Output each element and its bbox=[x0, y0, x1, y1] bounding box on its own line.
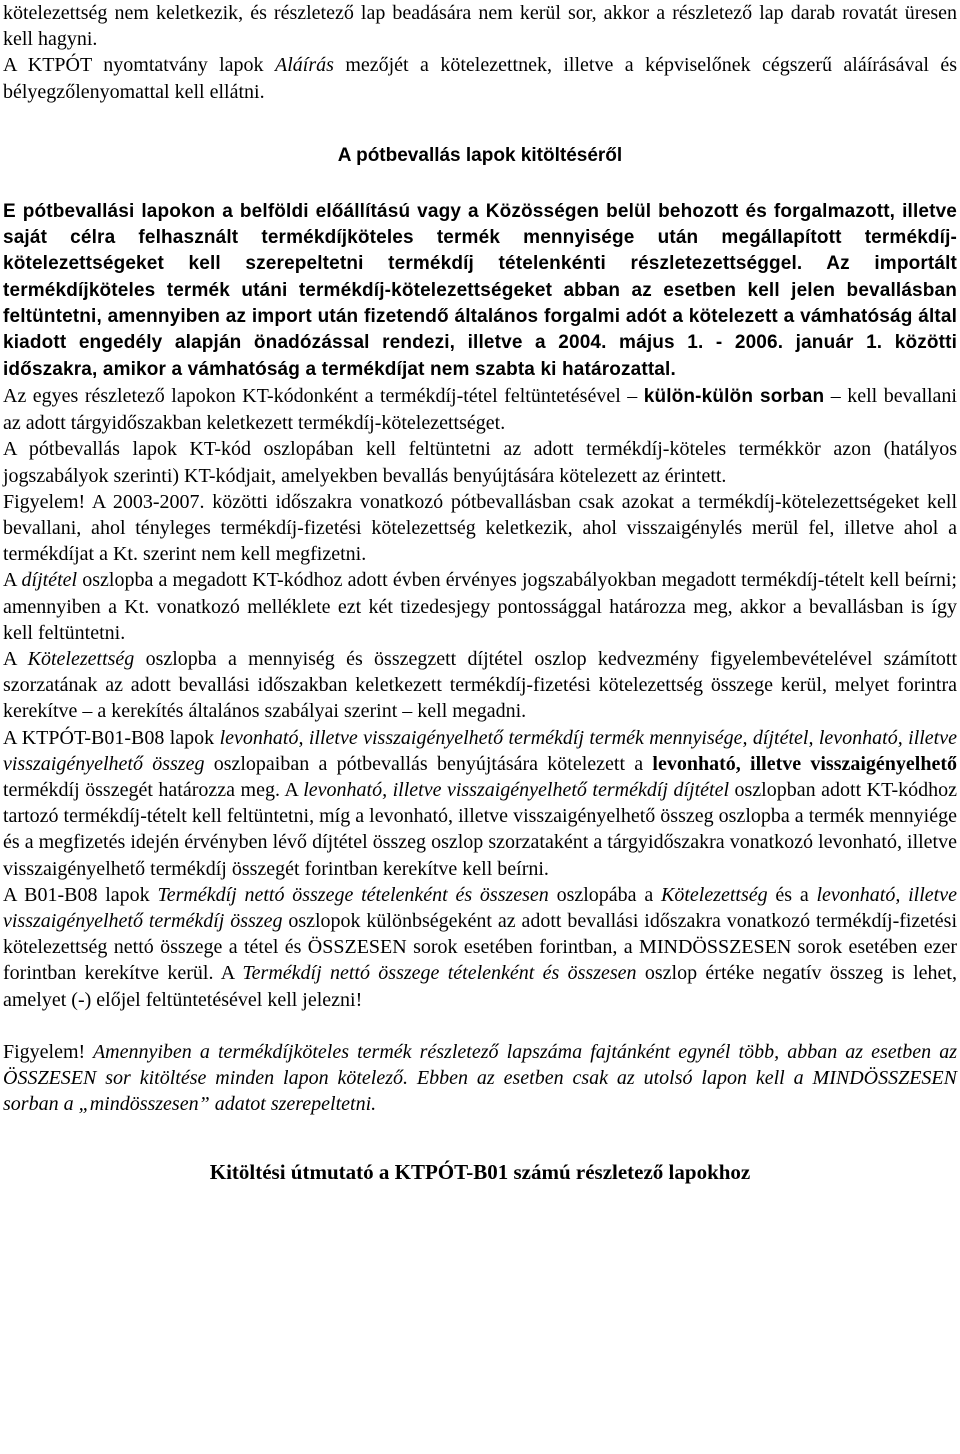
paragraph-b01-b08 bbox=[3, 725, 957, 882]
note-label: Figyelem! bbox=[3, 1040, 86, 1063]
b01-text-d: oszlopban adott KT-kódhoz tartozó termékdíj-tételt kell feltüntetni, míg a levonható, illetve visszaigényelhető összeg oszlopba a termék mennyiége és a megfizetés idején érvényben lévő díjtétel összeg oszlop szorzataként a tárgyidőszakra vonatkozó levonható, illetve visszaigényelhető termékdíj összegét forintban kerekítve kell beírni. bbox=[3, 779, 957, 880]
note-italic-text: Amennyiben a termékdíjköteles termék részletező lapszáma fajtánként egynél több, abban az esetben az ÖSSZESEN sor kitöltése minden lapon kötelező. Ebben az esetben csak az utolsó lapon kell a MINDÖSSZESEN sorban a „mindösszesen” adatot szerepeltetni. bbox=[3, 1040, 957, 1116]
intro-p2-text-b: mezőjét a kötelezettnek, illetve a képviselőnek cégszerű aláírásával és bélyegzőlenyomattal kell ellátni. bbox=[3, 54, 957, 103]
b01-text-c: termékdíj összegét határozza meg. A bbox=[3, 779, 304, 802]
last-italic-4: Termékdíj nettó összege tételenként és összesen bbox=[242, 962, 637, 985]
kotel-text-a: A bbox=[3, 648, 28, 671]
paragraph-netto bbox=[3, 882, 957, 1013]
intro-paragraph-2 bbox=[3, 52, 957, 104]
last-italic-2: Kötelezettség bbox=[660, 883, 768, 906]
dijtetel-italic: díjtétel bbox=[21, 569, 78, 592]
note-paragraph bbox=[3, 1039, 957, 1118]
bold-paragraph: E pótbevallási lapokon a belföldi előállítású vagy a Közösségen belül behozott és forgalmazott, illetve saját célra felhasznált termékdíjköteles termék mennyisége után megállapított termékdíj-kötelezettségeket kell szerepeltetni termékdíj tételenkénti részletezettséggel. Az importált termékdíjköteles termék utáni termékdíj-kötelezettségeket abban az esetben kell jelen bevallásban feltüntetni, amennyiben az import után fizetendő általános forgalmi adót a kötelezett a vámhatóság által kiadott engedély alapján önadózással rendezi, illetve a 2004. május 1. - 2006. január 1. közötti időszakra, amikor a vámhatóság a termékdíjat nem szabta ki határozattal. bbox=[3, 200, 957, 380]
dijtetel-text-a: A bbox=[3, 569, 22, 592]
footer-title: Kitöltési útmutató a KTPÓT-B01 számú részletező lapokhoz bbox=[209, 1160, 751, 1185]
b01-text-a: A KTPÓT-B01-B08 lapok bbox=[3, 726, 220, 749]
intro-p2-text-a: A KTPÓT nyomtatvány lapok bbox=[3, 54, 275, 77]
kotel-italic: Kötelezettség bbox=[27, 648, 135, 671]
paragraph-kt-column: A pótbevallás lapok KT-kód oszlopában kell feltüntetni az adott termékdíj-köteles termékkör azon (hatályos jogszabályok szerinti) KT-kódjait, amelyekben bevallás benyújtására kötelezett az érintett. bbox=[3, 438, 957, 487]
paragraph-dijtetel bbox=[3, 567, 957, 646]
kotel-text-b: oszlopba a mennyiség és összegzett díjtétel oszlop kedvezmény figyelembevételével számított szorzatának az adott bevallási időszakban keletkezett termékdíj-fizetési kötelezettség összege kerül, melyet forintra kerekítve – a kerekítés általános szabályai szerint – kell megadni. bbox=[3, 648, 957, 723]
b01-italic-2: levonható, illetve visszaigényelhető termékdíj díjtétel bbox=[303, 779, 730, 802]
last-text-d: oszlopok különbségeként az adott bevallási időszakra vonatkozó termékdíj-fizetési kötelezettség nettó összege a tétel és ÖSSZESEN sorok esetében forintban, a MINDÖSSZESEN sorok esetében ezer forintban kerekítve kerül. A bbox=[3, 910, 958, 985]
kt-text-a: Az egyes részletező lapokon KT-kódonként a termékdíj-tétel feltüntetésével – bbox=[3, 384, 644, 407]
last-text-a: A B01-B08 lapok bbox=[3, 883, 158, 906]
spacer bbox=[3, 1013, 957, 1039]
paragraph-kt-code bbox=[3, 383, 957, 437]
intro-paragraph-1: kötelezettség nem keletkezik, és részletező lap beadására nem kerül sor, akkor a részletező lap darab rovatát üresen kell hagyni. bbox=[3, 2, 957, 51]
last-text-e: oszlop értéke negatív összeg is lehet, amelyet (-) előjel feltüntetésével kell jelezni! bbox=[3, 962, 957, 1011]
last-text-b: oszlopába a bbox=[548, 883, 661, 906]
last-italic-3: levonható, illetve visszaigényelhető termékdíj összeg bbox=[3, 883, 957, 933]
spacer-large bbox=[3, 1117, 957, 1159]
b01-italic-1: levonható, illetve visszaigényelhető termékdíj termék mennyisége, díjtétel, levonható, illetve visszaigényelhető összeg bbox=[3, 726, 957, 775]
section-title: A pótbevallás lapok kitöltéséről bbox=[337, 144, 623, 166]
kt-bold: külön-külön sorban bbox=[643, 385, 825, 407]
kt-text-c: – kell bevallani az adott tárgyidőszakban keletkezett termékdíj-kötelezettséget. bbox=[3, 384, 957, 435]
dijtetel-text-b: oszlopba a megadott KT-kódhoz adott évben érvényes jogszabályokban megadott termékdíj-tételt kell beírni; amennyiben a Kt. vonatkozó melléklete ezt két tizedesjegy pontossággal határozza meg, akkor a bevallásban is így kell feltüntetni. bbox=[3, 569, 957, 644]
b01-bold: levonható, illetve visszaigényelhető bbox=[652, 752, 958, 775]
b01-text-b: oszlopaiban a pótbevallás benyújtására kötelezett a bbox=[204, 752, 653, 775]
paragraph-figyelem: Figyelem! A 2003-2007. közötti időszakra vonatkozó pótbevallásban csak azokat a termékdíj-kötelezettségeket kell bevallani, ahol tényleges termékdíj-fizetési kötelezettség keletkezik, ahol visszaigénylés merül fel, illetve ahol a termékdíjat a Kt. szerint nem kell megfizetni. bbox=[3, 490, 957, 566]
last-text-c: és a bbox=[767, 883, 817, 906]
paragraph-kotelezettseg bbox=[3, 646, 957, 725]
last-italic-1: Termékdíj nettó összege tételenként és összesen bbox=[157, 883, 549, 906]
intro-p2-italic: Aláírás bbox=[274, 54, 334, 77]
